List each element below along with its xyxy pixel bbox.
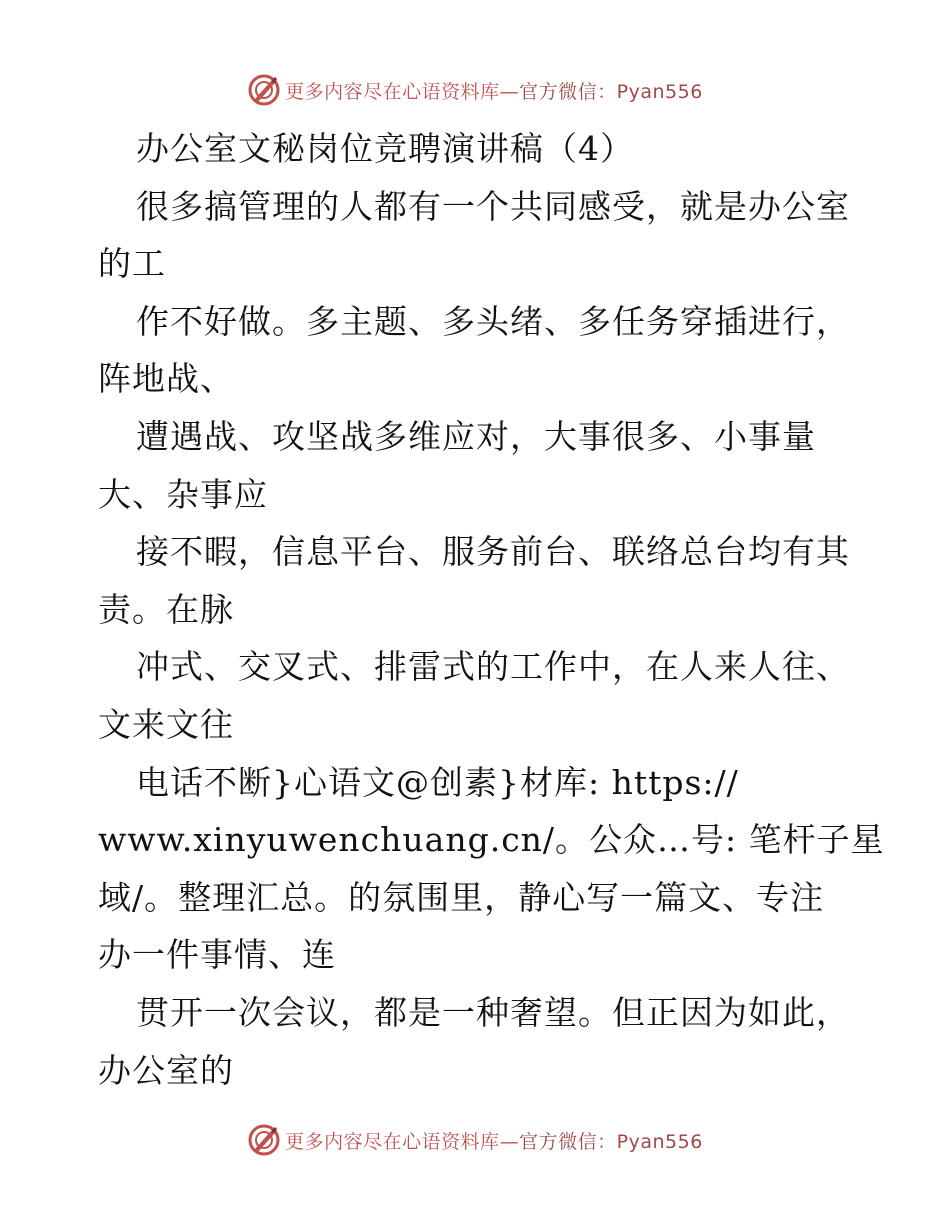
footer-banner [0,1120,950,1160]
text-line: 冲式、交叉式、排雷式的工作中，在人来人往、 [136,647,850,687]
text-line: 办公室的 [98,1050,234,1090]
text-line: www.xinyuwenchuang.cn/。公众…号: 笔杆子星 [98,820,885,860]
header-banner-text: 更多内容尽在心语资料库—官方微信：Pyan556 [285,80,703,103]
text-line: 域/。整理汇总。的氛围里，静心写一篇文、专注 [98,877,825,917]
text-line: 责。在脉 [98,589,234,629]
text-line: 电话不断}心语文@创素}材库: https:// [136,762,739,802]
document-body [98,120,885,1099]
document-title: 办公室文秘岗位竞聘演讲稿（4） [136,129,634,168]
text-line: 办一件事情、连 [98,935,336,975]
text-line: 作不好做。多主题、多头绪、多任务穿插进行， [136,301,850,341]
text-line: 阵地战、 [98,359,234,399]
text-line: 的工 [98,244,166,284]
text-line: 很多搞管理的人都有一个共同感受，就是办公室 [136,186,850,226]
footer-banner-text: 更多内容尽在心语资料库—官方微信：Pyan556 [285,1130,703,1153]
text-line: 遭遇战、攻坚战多维应对，大事很多、小事量 [136,416,816,456]
text-line: 贯开一次会议，都是一种奢望。但正因为如此， [136,992,850,1032]
text-line: 接不暇，信息平台、服务前台、联络总台均有其 [136,532,850,572]
text-line: 文来文往 [98,704,234,744]
header-banner [0,70,950,110]
text-line: 大、杂事应 [98,474,268,514]
pen-logo-icon [247,1123,281,1157]
pen-logo-icon [247,73,281,107]
